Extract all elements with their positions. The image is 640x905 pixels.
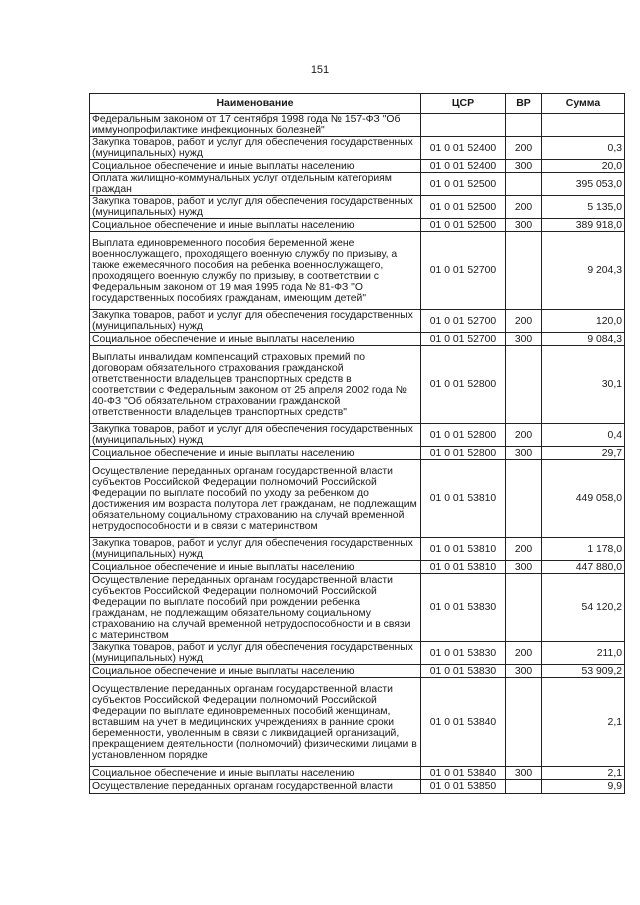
row-name: Оплата жилищно-коммунальных услуг отдельным категориям граждан (90, 173, 421, 196)
table-row (90, 538, 625, 561)
table-row (90, 767, 625, 780)
table-row (90, 642, 625, 665)
table-row (90, 574, 625, 642)
row-vr: 200 (506, 310, 542, 333)
table-row (90, 424, 625, 447)
row-csr: 01 0 01 52700 (421, 232, 506, 310)
row-vr: 200 (506, 538, 542, 561)
row-csr: 01 0 01 53840 (421, 767, 506, 780)
row-sum: 120,0 (542, 310, 625, 333)
row-vr: 200 (506, 642, 542, 665)
row-csr: 01 0 01 52500 (421, 219, 506, 232)
row-csr: 01 0 01 53840 (421, 678, 506, 767)
header-row (90, 94, 625, 114)
row-vr: 300 (506, 160, 542, 173)
table-row (90, 460, 625, 538)
row-csr (421, 114, 506, 137)
row-name: Осуществление переданных органам государственной власти субъектов Российской Федерации полномочий Российской Федерации по выплате единовременных пособий женщинам, вставшим на учет в медицинских учреждениях в ранние сроки беременности, уволенным в связи с ликвидацией организаций, прекращением деятельности (полномочий) физическими лицами в установленном порядке (90, 678, 421, 767)
row-vr: 200 (506, 424, 542, 447)
row-csr: 01 0 01 53810 (421, 538, 506, 561)
row-csr: 01 0 01 53810 (421, 561, 506, 574)
header-csr: ЦСР (421, 94, 506, 114)
row-csr: 01 0 01 52500 (421, 196, 506, 219)
row-csr: 01 0 01 52400 (421, 137, 506, 160)
row-csr: 01 0 01 52500 (421, 173, 506, 196)
table-row (90, 665, 625, 678)
table-row (90, 310, 625, 333)
row-vr (506, 232, 542, 310)
row-vr: 300 (506, 333, 542, 346)
row-name: Социальное обеспечение и иные выплаты населению (90, 561, 421, 574)
row-name: Выплата единовременного пособия беременной жене военнослужащего, проходящего военную службу по призыву, а также ежемесячного пособия на ребенка военнослужащего, проходящего военную службу по призыву, в соответствии с Федеральным законом от 19 мая 1995 года № 81-ФЗ "О государственных пособиях гражданам, имеющим детей" (90, 232, 421, 310)
row-sum: 389 918,0 (542, 219, 625, 232)
table-row (90, 346, 625, 424)
row-vr (506, 173, 542, 196)
row-sum: 5 135,0 (542, 196, 625, 219)
row-sum: 20,0 (542, 160, 625, 173)
row-name: Федеральным законом от 17 сентября 1998 года № 157-ФЗ "Об иммунопрофилактике инфекционных болезней" (90, 114, 421, 137)
table-row (90, 333, 625, 346)
row-vr (506, 780, 542, 794)
table-row (90, 196, 625, 219)
row-name: Закупка товаров, работ и услуг для обеспечения государственных (муниципальных) нужд (90, 196, 421, 219)
row-csr: 01 0 01 52700 (421, 310, 506, 333)
row-name: Социальное обеспечение и иные выплаты населению (90, 219, 421, 232)
row-name: Социальное обеспечение и иные выплаты населению (90, 665, 421, 678)
table-row (90, 219, 625, 232)
row-vr: 300 (506, 447, 542, 460)
row-name: Выплаты инвалидам компенсаций страховых премий по договорам обязательного страхования гражданской ответственности владельцев транспортных средств в соответствии с Федеральным законом от 25 апреля 2002 года № 40-ФЗ "Об обязательном страховании гражданской ответственности владельцев транспортных средств" (90, 346, 421, 424)
row-sum: 30,1 (542, 346, 625, 424)
table-row (90, 447, 625, 460)
row-csr: 01 0 01 52800 (421, 447, 506, 460)
row-vr (506, 346, 542, 424)
row-name: Закупка товаров, работ и услуг для обеспечения государственных (муниципальных) нужд (90, 538, 421, 561)
table-row (90, 678, 625, 767)
row-sum: 53 909,2 (542, 665, 625, 678)
row-csr: 01 0 01 53830 (421, 642, 506, 665)
row-vr (506, 678, 542, 767)
row-name: Социальное обеспечение и иные выплаты населению (90, 160, 421, 173)
row-vr: 300 (506, 561, 542, 574)
row-sum: 9,9 (542, 780, 625, 794)
table-row (90, 114, 625, 137)
budget-table (89, 93, 625, 794)
row-sum: 211,0 (542, 642, 625, 665)
row-name: Социальное обеспечение и иные выплаты населению (90, 767, 421, 780)
row-name: Социальное обеспечение и иные выплаты населению (90, 333, 421, 346)
page-number: 151 (310, 64, 330, 76)
row-vr: 200 (506, 196, 542, 219)
row-vr: 200 (506, 137, 542, 160)
table-row (90, 232, 625, 310)
table-row (90, 561, 625, 574)
row-vr (506, 460, 542, 538)
row-sum: 0,3 (542, 137, 625, 160)
header-sum: Сумма (542, 94, 625, 114)
table-row (90, 137, 625, 160)
row-sum: 9 084,3 (542, 333, 625, 346)
row-sum: 9 204,3 (542, 232, 625, 310)
row-name: Осуществление переданных органам государственной власти (90, 780, 421, 794)
row-csr: 01 0 01 53850 (421, 780, 506, 794)
header-name: Наименование (90, 94, 421, 114)
row-sum: 2,1 (542, 678, 625, 767)
row-name: Социальное обеспечение и иные выплаты населению (90, 447, 421, 460)
table-row (90, 160, 625, 173)
row-name: Закупка товаров, работ и услуг для обеспечения государственных (муниципальных) нужд (90, 424, 421, 447)
row-name: Закупка товаров, работ и услуг для обеспечения государственных (муниципальных) нужд (90, 310, 421, 333)
row-name: Закупка товаров, работ и услуг для обеспечения государственных (муниципальных) нужд (90, 642, 421, 665)
row-sum: 395 053,0 (542, 173, 625, 196)
row-csr: 01 0 01 52700 (421, 333, 506, 346)
row-vr (506, 574, 542, 642)
row-name: Осуществление переданных органам государственной власти субъектов Российской Федерации полномочий Российской Федерации по выплате пособий по уходу за ребенком до достижения им возраста полутора лет гражданам, не подлежащим обязательному социальному страхованию на случай временной нетрудоспособности и в связи с материнством (90, 460, 421, 538)
row-vr: 300 (506, 219, 542, 232)
row-sum (542, 114, 625, 137)
row-sum: 29,7 (542, 447, 625, 460)
row-csr: 01 0 01 53830 (421, 574, 506, 642)
table-row (90, 780, 625, 794)
row-csr: 01 0 01 52800 (421, 424, 506, 447)
row-name: Осуществление переданных органам государственной власти субъектов Российской Федерации полномочий Российской Федерации по выплате пособий при рождении ребенка гражданам, не подлежащим обязательному социальному страхованию на случай временной нетрудоспособности и в связи с материнством (90, 574, 421, 642)
row-sum: 2,1 (542, 767, 625, 780)
row-csr: 01 0 01 53810 (421, 460, 506, 538)
row-vr (506, 114, 542, 137)
row-csr: 01 0 01 53830 (421, 665, 506, 678)
row-sum: 1 178,0 (542, 538, 625, 561)
row-name: Закупка товаров, работ и услуг для обеспечения государственных (муниципальных) нужд (90, 137, 421, 160)
table-row (90, 173, 625, 196)
row-sum: 0,4 (542, 424, 625, 447)
row-sum: 449 058,0 (542, 460, 625, 538)
row-csr: 01 0 01 52800 (421, 346, 506, 424)
row-sum: 447 880,0 (542, 561, 625, 574)
row-vr: 300 (506, 665, 542, 678)
row-sum: 54 120,2 (542, 574, 625, 642)
row-csr: 01 0 01 52400 (421, 160, 506, 173)
row-vr: 300 (506, 767, 542, 780)
header-vr: ВР (506, 94, 542, 114)
